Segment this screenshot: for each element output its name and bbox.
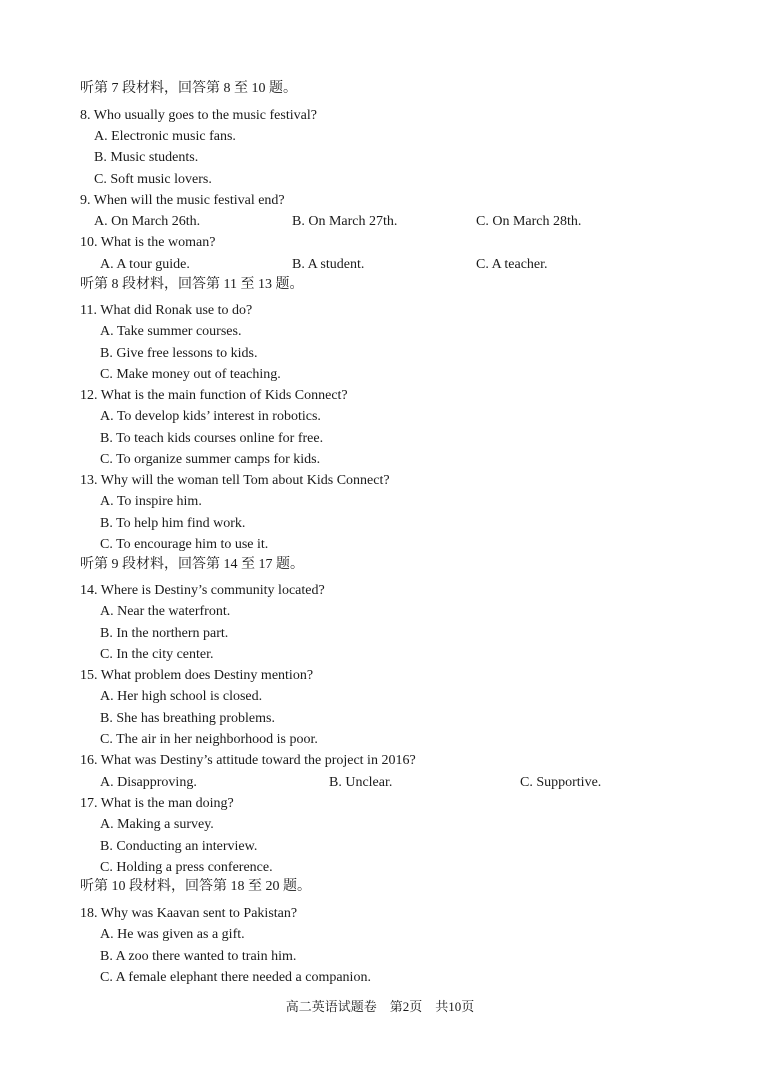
- option-12c: C. To organize summer camps for kids.: [100, 452, 321, 467]
- question-14: 14. Where is Destiny’s community located?: [80, 583, 325, 598]
- question-17: 17. What is the man doing?: [80, 796, 234, 811]
- option-14b: B. In the northern part.: [100, 626, 229, 641]
- option-9b: B. On March 27th.: [292, 214, 398, 229]
- option-8a: A. Electronic music fans.: [94, 129, 236, 144]
- option-16c: C. Supportive.: [520, 775, 602, 790]
- option-17c: C. Holding a press conference.: [100, 860, 273, 875]
- option-8c: C. Soft music lovers.: [94, 172, 212, 187]
- option-12a: A. To develop kids’ interest in robotics.: [100, 409, 321, 424]
- option-10c: C. A teacher.: [476, 257, 548, 272]
- option-15c: C. The air in her neighborhood is poor.: [100, 732, 318, 747]
- question-13: 13. Why will the woman tell Tom about Kids Connect?: [80, 473, 390, 488]
- option-18b: B. A zoo there wanted to train him.: [100, 949, 297, 964]
- option-14a: A. Near the waterfront.: [100, 604, 231, 619]
- question-9: 9. When will the music festival end?: [80, 193, 285, 208]
- option-9a: A. On March 26th.: [94, 214, 201, 229]
- option-12b: B. To teach kids courses online for free.: [100, 431, 324, 446]
- option-14c: C. In the city center.: [100, 647, 214, 662]
- question-11: 11. What did Ronak use to do?: [80, 303, 253, 318]
- question-16: 16. What was Destiny’s attitude toward the project in 2016?: [80, 753, 416, 768]
- option-11c: C. Make money out of teaching.: [100, 367, 281, 382]
- option-16a: A. Disapproving.: [100, 775, 197, 790]
- question-18: 18. Why was Kaavan sent to Pakistan?: [80, 906, 298, 921]
- question-8: 8. Who usually goes to the music festival?: [80, 108, 317, 123]
- page-footer: 高二英语试题卷 第2页 共10页: [285, 999, 475, 1014]
- option-11b: B. Give free lessons to kids.: [100, 346, 258, 361]
- section-heading: 听第 7 段材料，回答第 8 至 10 题。: [80, 81, 297, 96]
- option-13c: C. To encourage him to use it.: [100, 537, 269, 552]
- option-9c: C. On March 28th.: [476, 214, 582, 229]
- section-heading: 听第 10 段材料，回答第 18 至 20 题。: [80, 879, 311, 894]
- option-16b: B. Unclear.: [329, 775, 393, 790]
- option-13b: B. To help him find work.: [100, 516, 246, 531]
- question-10: 10. What is the woman?: [80, 235, 216, 250]
- option-13a: A. To inspire him.: [100, 494, 202, 509]
- option-15a: A. Her high school is closed.: [100, 689, 263, 704]
- section-heading: 听第 9 段材料，回答第 14 至 17 题。: [80, 557, 304, 572]
- option-17b: B. Conducting an interview.: [100, 839, 258, 854]
- option-15b: B. She has breathing problems.: [100, 711, 275, 726]
- option-8b: B. Music students.: [94, 150, 199, 165]
- option-10a: A. A tour guide.: [100, 257, 190, 272]
- question-12: 12. What is the main function of Kids Connect?: [80, 388, 348, 403]
- section-heading: 听第 8 段材料，回答第 11 至 13 题。: [80, 277, 304, 292]
- option-17a: A. Making a survey.: [100, 817, 214, 832]
- option-18c: C. A female elephant there needed a companion.: [100, 970, 371, 985]
- question-15: 15. What problem does Destiny mention?: [80, 668, 314, 683]
- option-11a: A. Take summer courses.: [100, 324, 242, 339]
- option-18a: A. He was given as a gift.: [100, 927, 245, 942]
- option-10b: B. A student.: [292, 257, 365, 272]
